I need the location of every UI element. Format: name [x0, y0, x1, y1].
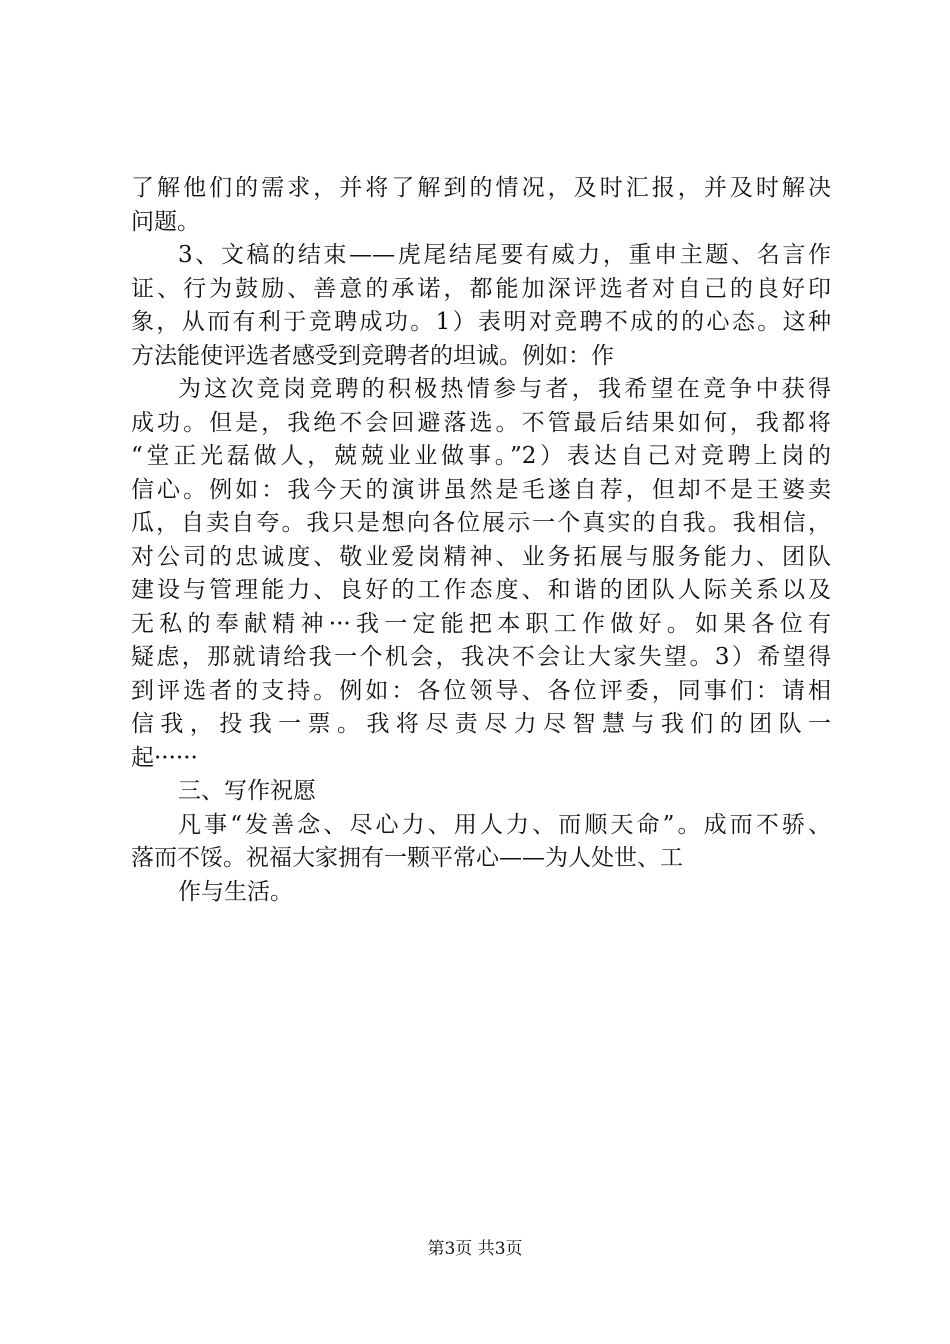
text-line: 了解他们的需求，并将了解到的情况，及时汇报，并及时解决 — [131, 175, 831, 201]
text-line: 作与生活。 — [178, 878, 293, 905]
text-line: 疑虑，那就请给我一个机会，我决不会让大家失望。3）希望得 — [131, 644, 831, 670]
text-line: 无私的奉献精神···我一定能把本职工作做好。如果各位有 — [131, 610, 831, 637]
text-line: 方法能使评选者感受到竞聘者的坦诚。例如：作 — [131, 342, 614, 369]
text-line: 为这次竞岗竞聘的积极热情参与者，我希望在竞争中获得 — [178, 376, 831, 402]
text-line: 3、文稿的结束——虎尾结尾要有威力，重申主题、名言作 — [178, 242, 831, 268]
section-heading: 三、写作祝愿 — [178, 778, 316, 804]
text-line: “堂正光磊做人，兢兢业业做事。”2）表达自己对竞聘上岗的 — [131, 443, 831, 469]
text-line: 对公司的忠诚度、敬业爱岗精神、业务拓展与服务能力、团队 — [131, 543, 831, 570]
text-line: 象，从而有利于竞聘成功。1）表明对竞聘不成的的心态。这种 — [131, 309, 831, 335]
text-line: 落而不馁。祝福大家拥有一颗平常心——为人处世、工 — [131, 845, 683, 871]
text-line: 起······ — [131, 744, 198, 771]
text-line: 信我，投我一票。我将尽责尽力尽智慧与我们的团队一 — [131, 711, 831, 737]
text-line: 瓜，自卖自夸。我只是想向各位展示一个真实的自我。我相信， — [131, 510, 831, 536]
text-line: 凡事“发善念、尽心力、用人力、而顺天命”。成而不骄、 — [178, 811, 831, 838]
text-line: 问题。 — [131, 208, 200, 235]
text-line: 到评选者的支持。例如：各位领导、各位评委，同事们：请相 — [131, 677, 831, 704]
text-line: 成功。但是，我绝不会回避落选。不管最后结果如何，我都将 — [131, 409, 831, 436]
text-line: 证、行为鼓励、善意的承诺，都能加深评选者对自己的良好印 — [131, 275, 831, 302]
document-body — [131, 172, 831, 909]
page-number-footer: 第3页 共3页 — [427, 1239, 523, 1259]
text-line: 信心。例如：我今天的演讲虽然是毛遂自荐，但却不是王婆卖 — [131, 476, 831, 503]
text-line: 建设与管理能力、良好的工作态度、和谐的团队人际关系以及 — [131, 577, 831, 603]
